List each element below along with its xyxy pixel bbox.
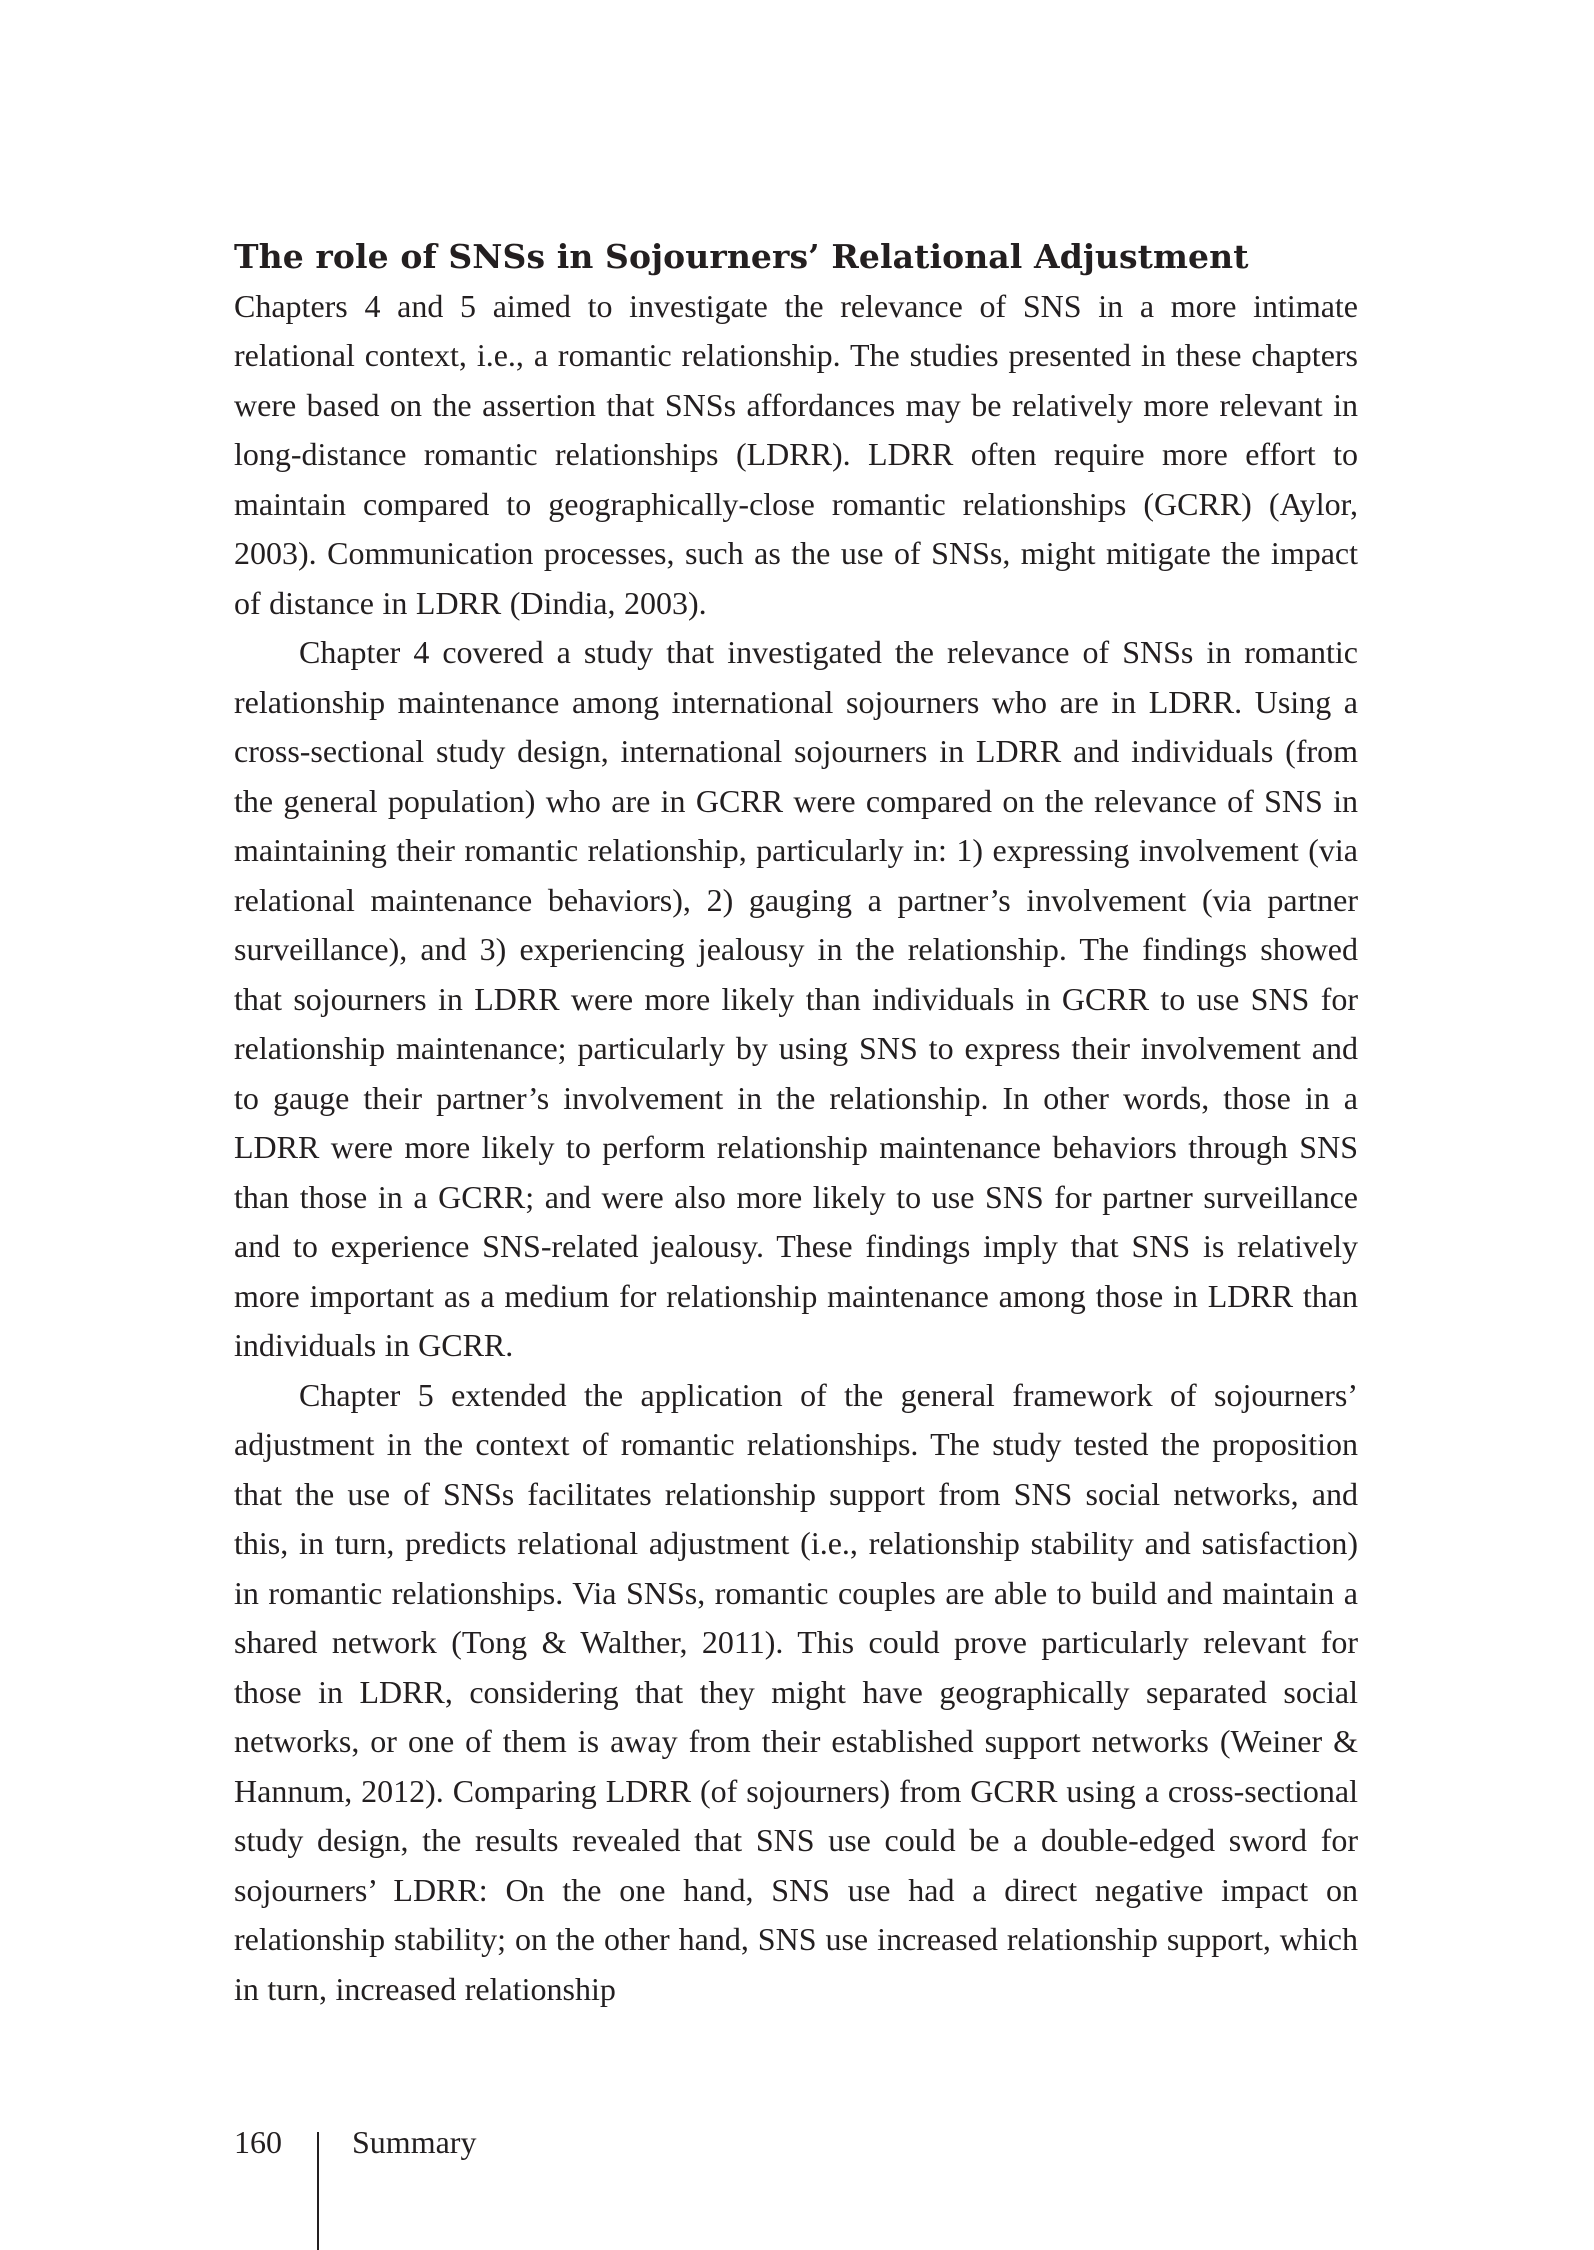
running-title: Summary (352, 2124, 477, 2160)
page-number: 160 (234, 2124, 282, 2160)
paragraph-intro: Chapters 4 and 5 aimed to investigate the relevance of SNS in a more intimate relational context, i.e., a romantic relationship. The studies presented in these chapters were based on the assertion that SNSs affordances may be relatively more relevant in long-distance romantic relationships (LDRR). LDRR often require more effort to maintain compared to geographically-close romantic relationships (GCRR) (Aylor, 2003). Communication processes, such as the use of SNSs, might mitigate the impact of distance in LDRR (Dindia, 2003). (234, 287, 1358, 621)
section-heading: The role of SNSs in Sojourners’ Relational Adjustment (234, 237, 1249, 276)
footer-divider (317, 2132, 319, 2250)
page-body (234, 232, 1358, 2014)
paragraph-chapter-4: Chapter 4 covered a study that investigated the relevance of SNSs in romantic relationship maintenance among international sojourners who are in LDRR. Using a cross-sectional study design, international sojourners in LDRR and individuals (from the general population) who are in GCRR were compared on the relevance of SNS in maintaining their romantic relationship, particularly in: 1) expressing involvement (via relational maintenance behaviors), 2) gauging a partner’s involvement (via partner surveillance), and 3) experiencing jealousy in the relationship. The findings showed that sojourners in LDRR were more likely than individuals in GCRR to use SNS for relationship maintenance; particularly by using SNS to express their involvement and to gauge their partner’s involvement in the relationship. In other words, those in a LDRR were more likely to perform relationship maintenance behaviors through SNS than those in a GCRR; and were also more likely to use SNS for partner surveillance and to experience SNS-related jealousy. These findings imply that SNS is relatively more important as a medium for relationship maintenance among those in LDRR than individuals in GCRR. (234, 634, 1358, 1363)
paragraph-chapter-5: Chapter 5 extended the application of the general framework of sojourners’ adjustment in the context of romantic relationships. The study tested the proposition that the use of SNSs facilitates relationship support from SNS social networks, and this, in turn, predicts relational adjustment (i.e., relationship stability and satisfaction) in romantic relationships. Via SNSs, romantic couples are able to build and maintain a shared network (Tong & Walther, 2011). This could prove particularly relevant for those in LDRR, considering that they might have geographically separated social networks, or one of them is away from their established support networks (Weiner & Hannum, 2012). Comparing LDRR (of sojourners) from GCRR using a cross-sectional study design, the results revealed that SNS use could be a double-edged sword for sojourners’ LDRR: On the one hand, SNS use had a direct negative impact on relationship stability; on the other hand, SNS use increased relationship support, which in turn, increased relationship (234, 1376, 1358, 2007)
